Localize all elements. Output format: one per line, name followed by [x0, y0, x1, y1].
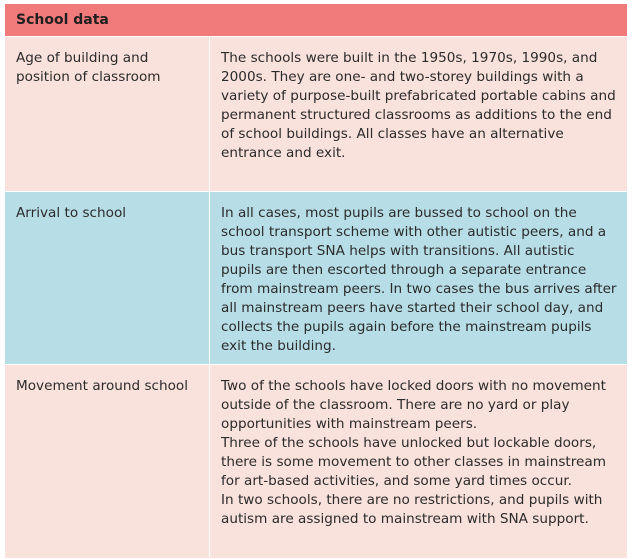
- row-label-movement: Movement around school: [5, 365, 210, 559]
- school-data-table: [4, 3, 628, 559]
- movement-paragraph: In two schools, there are no restrictions, and pupils with autism are assigned to mainstream with SNA support.: [221, 492, 603, 527]
- table-header: School data: [5, 4, 628, 37]
- row-label-arrival: Arrival to school: [5, 192, 210, 365]
- row-text-movement: [210, 365, 628, 559]
- row-text-arrival: In all cases, most pupils are bussed to school on the school transport scheme with other autistic peers, and a bus transport SNA helps with transitions. All autistic pupils are then escorted through a separate entrance from mainstream peers. In two cases the bus arrives after all mainstream peers have started their school day, and collects the pupils again before the mainstream pupils exit the building.: [210, 192, 628, 365]
- table-row: [5, 365, 628, 559]
- row-label-building: Age of building and position of classroom: [5, 37, 210, 192]
- table-row: [5, 37, 628, 192]
- table-header-row: [5, 4, 628, 37]
- movement-paragraph: Two of the schools have locked doors with no movement outside of the classroom. There are no yard or play opportunities with mainstream peers.: [221, 378, 606, 432]
- row-text-building: The schools were built in the 1950s, 1970s, 1990s, and 2000s. They are one- and two-storey buildings with a variety of purpose-built prefabricated portable cabins and permanent structured classrooms as additions to the end of school buildings. All classes have an alternative entrance and exit.: [210, 37, 628, 192]
- table-row: [5, 192, 628, 365]
- movement-paragraph: Three of the schools have unlocked but lockable doors, there is some movement to other classes in mainstream for art-based activities, and some yard times occur.: [221, 435, 606, 489]
